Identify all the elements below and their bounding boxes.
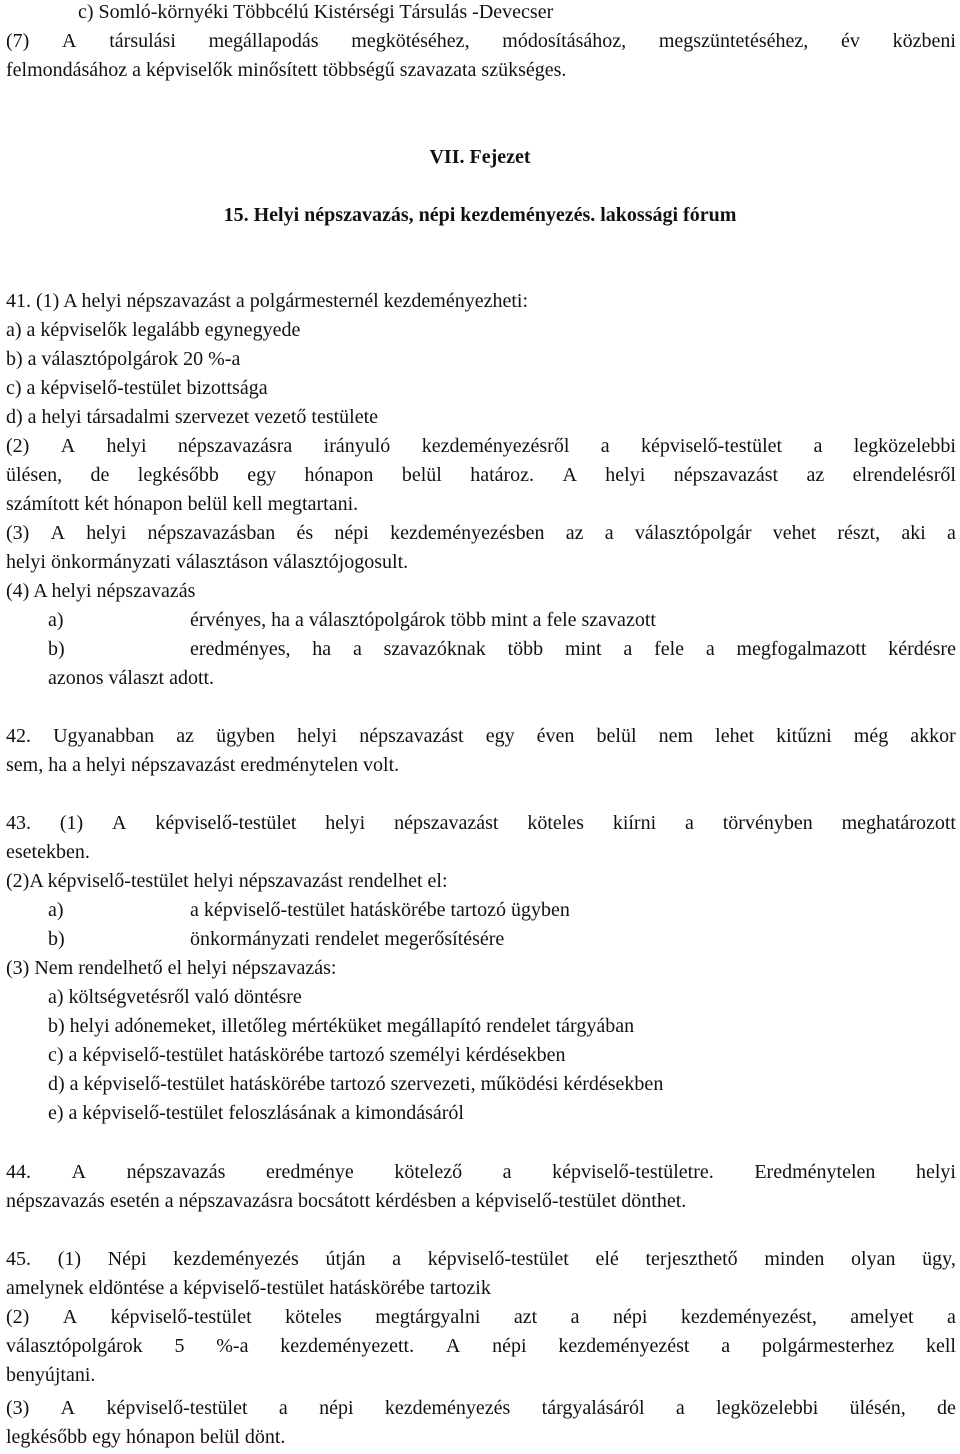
word: népi [612,1306,648,1328]
section-41-p2-line-2 [6,463,956,487]
word: a [675,1397,685,1419]
section-45-p3-line-2: legkésőbb egy hónapon belül dönt. [6,1426,286,1448]
word: éven [536,725,575,747]
word: választópolgárok [6,1335,143,1357]
word: népszavazást [394,812,499,834]
word: Népi [107,1248,147,1270]
section-41-p2-line-1 [6,434,956,458]
word: törvényben [722,812,813,834]
word: közbeni [892,30,956,52]
section-43-p3-item-b: b) helyi adónemeket, illetőleg mértéküket megállapító rendelet tárgyában [48,1015,635,1037]
word: A [445,1335,461,1357]
word: minden [764,1248,825,1270]
word: kezdeményezést [558,1335,690,1357]
word: 44. [6,1161,31,1183]
word: (1) [57,1248,82,1270]
word: (1) [59,812,84,834]
section-43-p2-intro: (2)A képviselő-testület helyi népszavazást rendelhet el: [6,870,448,892]
word: nem [658,725,694,747]
word: A [62,30,77,52]
section-41-item-a: a) a képviselők legalább egynegyede [6,319,301,341]
section-41-p4a-letter: a) [48,609,64,631]
word: (2) [6,1306,30,1328]
word: képviselő-testület [155,812,297,834]
word: társulási [109,30,176,52]
word: de [937,1397,956,1419]
word: képviselő-testület [106,1397,248,1419]
section-43-p3-item-a: a) költségvetésről való döntésre [48,986,302,1008]
section-41-p4-intro: (4) A helyi népszavazás [6,580,196,602]
word: képviselő-testület [110,1306,252,1328]
word: a [352,638,362,660]
word: megkötéséhez, [351,30,470,52]
word: részt, [837,522,881,544]
section-45-line-1 [6,1247,956,1271]
word: megfogalmazott [736,638,867,660]
word: népi [334,522,369,544]
word: kezdeményezésről [421,435,570,457]
section-41-p4b-cont: azonos választ adott. [48,667,215,689]
section-43-p3-intro: (3) Nem rendelhető el helyi népszavazás: [6,957,337,979]
word: kezdeményezett. [280,1335,415,1357]
word: belül [596,725,637,747]
word: a [392,1248,402,1270]
word: A [60,1397,76,1419]
section-41-p2-line-3: számított két hónapon belül kell megtartani. [6,493,359,515]
word: irányuló [323,435,391,457]
word: kérdésre [888,638,956,660]
word: A [60,435,76,457]
word: választópolgár [634,522,752,544]
word: helyi [106,435,147,457]
word: eredménye [266,1161,354,1183]
word: (7) [6,30,30,52]
section-41-p3-line-1 [6,521,956,545]
section-44-line-2: népszavazás esetén a népszavazásra bocsátott kérdésben a képviselő-testület dönthet. [6,1190,687,1212]
word: kezdeményezés [173,1248,299,1270]
word: 43. [6,812,31,834]
word: a [705,638,715,660]
section-41-p4b-letter: b) [48,638,65,660]
word: a [570,1306,580,1328]
section-41-item-d: d) a helyi társadalmi szervezet vezető testülete [6,406,379,428]
word: népszavazást [359,725,464,747]
word: a [623,638,633,660]
word: eredményes, [190,638,291,660]
section-43-p3-item-c: c) a képviselő-testület hatáskörébe tartozó személyi kérdésekben [48,1044,566,1066]
word: és [296,522,314,544]
word: A [71,1161,87,1183]
section-43-line-2: esetekben. [6,841,90,863]
word: év [840,30,860,52]
word: aki [901,522,926,544]
word: de [90,464,110,486]
word: képviselő-testület [427,1248,569,1270]
word: még [853,725,889,747]
word: elé [595,1248,619,1270]
word: a [604,522,614,544]
word: vehet [772,522,817,544]
word: (3) [6,1397,30,1419]
word: legközelebbi [716,1397,819,1419]
word: kitűzni [776,725,832,747]
word: a [947,522,956,544]
paragraph-7-line-1 [6,29,956,53]
word: megszüntetéséhez, [658,30,809,52]
section-45-p2-line-1 [6,1305,956,1329]
section-43-line-1 [6,811,956,835]
section-43-p2b-letter: b) [48,928,65,950]
word: népszavazásra [177,435,293,457]
word: helyi [297,725,338,747]
word: legkésőbb [137,464,219,486]
word: Ugyanabban [53,725,155,747]
word: népi [319,1397,354,1419]
word: polgármesterhez [761,1335,895,1357]
item-c-line: c) Somló-környéki Többcélú Kistérségi Társulás -Devecser [78,1,554,23]
word: ügy, [922,1248,956,1270]
word: fele [654,638,685,660]
section-41-p4b-text [190,637,956,661]
word: határoz. [470,464,535,486]
chapter-title: VII. Fejezet [429,146,531,168]
word: akkor [910,725,956,747]
word: terjeszthető [645,1248,738,1270]
section-45-p2-line-3: benyújtani. [6,1364,96,1386]
word: kezdeményezésben [390,522,545,544]
chapter-subtitle: 15. Helyi népszavazás, népi kezdeményezés. lakossági fórum [223,204,737,226]
word: megállapodás [208,30,319,52]
word: hónapon [304,464,374,486]
word: helyi [915,1161,956,1183]
word: 45. [6,1248,31,1270]
word: több [507,638,544,660]
word: legközelebbi [853,435,956,457]
word: útján [325,1248,366,1270]
word: 5 [174,1335,185,1357]
word: szavazóknak [383,638,486,660]
section-45-p3-line-1 [6,1396,956,1420]
word: olyan [851,1248,896,1270]
word: tárgyalásáról [541,1397,645,1419]
word: ügyben [216,725,276,747]
word: A [50,522,66,544]
paragraph-7-line-2: felmondásához a képviselők minősített többségű szavazata szükséges. [6,59,567,81]
word: A [112,812,127,834]
word: népi [492,1335,527,1357]
word: %-a [216,1335,249,1357]
word: helyi [325,812,366,834]
word: a [278,1397,288,1419]
word: (3) [6,522,30,544]
section-45-p2-line-2 [6,1334,956,1358]
word: 42. [6,725,31,747]
word: belül [401,464,442,486]
word: a [685,812,694,834]
word: az [176,725,195,747]
word: képviselő-testület [641,435,783,457]
word: ha [312,638,332,660]
word: ülésén, [849,1397,906,1419]
word: lehet [715,725,755,747]
word: egy [247,464,277,486]
word: köteles [527,812,584,834]
word: elrendelésről [852,464,956,486]
word: módosításához, [502,30,627,52]
word: kezdeményezés [384,1397,511,1419]
word: megtárgyalni [375,1306,481,1328]
section-41-p4a-text: érvényes, ha a választópolgárok több mint a fele szavazott [190,609,656,631]
word: képviselő-testületre. [552,1161,714,1183]
word: a [502,1161,512,1183]
word: helyi [86,522,127,544]
word: kell [925,1335,956,1357]
word: a [813,435,823,457]
word: népszavazásban [147,522,276,544]
section-43-p3-item-e: e) a képviselő-testület feloszlásának a kimondásáról [48,1102,464,1124]
section-41-item-b: b) a választópolgárok 20 %-a [6,348,241,370]
section-41-intro: 41. (1) A helyi népszavazást a polgármesternél kezdeményezheti: [6,290,529,312]
word: mint [564,638,602,660]
section-42-line-2: sem, ha a helyi népszavazást eredménytelen volt. [6,754,400,776]
section-43-p2a-letter: a) [48,899,64,921]
word: köteles [285,1306,342,1328]
word: azt [513,1306,538,1328]
section-41-p3-line-2: helyi önkormányzati választáson választójogosult. [6,551,409,573]
section-41-item-c: c) a képviselő-testület bizottsága [6,377,268,399]
word: (2) [6,435,30,457]
word: a [947,1306,956,1328]
word: kezdeményezést, [680,1306,817,1328]
word: amelyet [850,1306,914,1328]
section-45-line-2: amelynek eldöntése a képviselő-testület hatáskörébe tartozik [6,1277,491,1299]
section-43-p3-item-d: d) a képviselő-testület hatáskörébe tartozó szervezeti, működési kérdésekben [48,1073,664,1095]
word: az [565,522,584,544]
word: egy [485,725,515,747]
word: meghatározott [841,812,956,834]
section-43-p2a-text: a képviselő-testület hatáskörébe tartozó ügyben [190,899,570,921]
word: ülésen, [6,464,63,486]
word: kötelező [394,1161,463,1183]
word: kiírni [612,812,657,834]
section-43-p2b-text: önkormányzati rendelet megerősítésére [190,928,505,950]
word: A [62,1306,78,1328]
word: népszavazás [126,1161,226,1183]
word: Eredménytelen [754,1161,876,1183]
word: a [600,435,610,457]
word: A [562,464,577,486]
word: helyi [605,464,646,486]
word: a [721,1335,731,1357]
word: népszavazást [673,464,779,486]
section-44-line-1 [6,1160,956,1184]
section-42-line-1 [6,724,956,748]
word: az [806,464,825,486]
